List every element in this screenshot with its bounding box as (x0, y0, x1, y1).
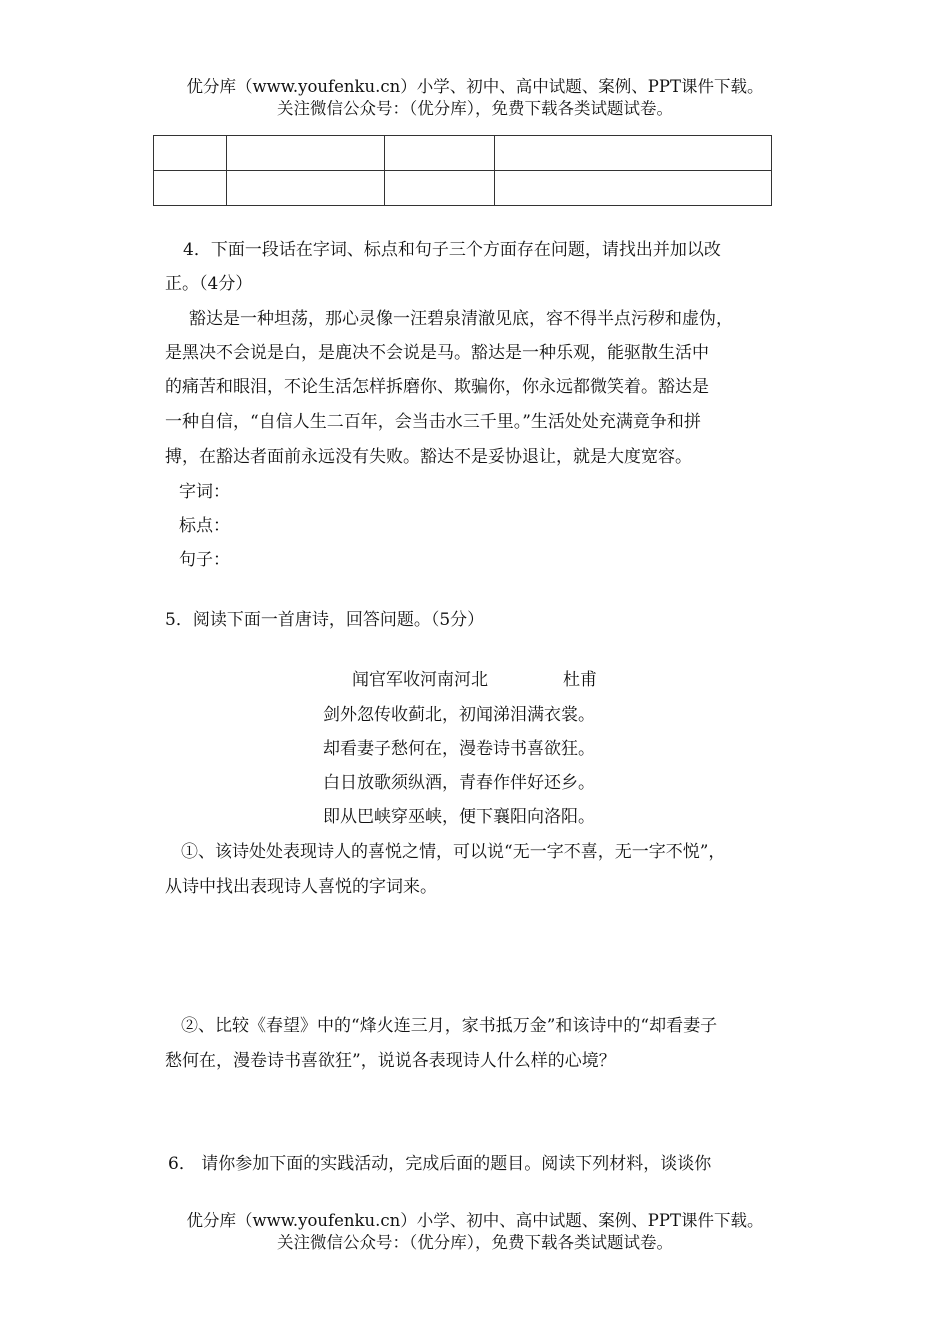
q4-passage-line-2: 是黑决不会说是白，是鹿决不会说是马。豁达是一种乐观，能驱散生活中 (165, 343, 709, 363)
table-cell (154, 171, 227, 206)
q4-passage-line-5: 搏，在豁达者面前永远没有失败。豁达不是妥协退让，就是大度宽容。 (165, 447, 692, 467)
table-cell (385, 136, 495, 171)
table-cell (227, 136, 385, 171)
header-line-1: 优分库（www.youfenku.cn）小学、初中、高中试题、案例、PPT课件下载。 (186, 77, 764, 96)
table-cell (154, 136, 227, 171)
q6-prompt: 6． 请你参加下面的实践活动，完成后面的题目。阅读下列材料，谈谈你 (168, 1154, 712, 1174)
table-row (154, 171, 772, 206)
table-cell (227, 171, 385, 206)
table-row (154, 136, 772, 171)
footer-line-1: 优分库（www.youfenku.cn）小学、初中、高中试题、案例、PPT课件下载。 (186, 1211, 764, 1230)
header-line-2: 关注微信公众号：（优分库），免费下载各类试题试卷。 (277, 99, 673, 118)
q4-passage-line-3: 的痛苦和眼泪，不论生活怎样拆磨你、欺骗你，你永远都微笑着。豁达是 (165, 377, 709, 397)
q4-label-sentence: 句子： (179, 550, 230, 570)
q4-label-words: 字词： (179, 482, 230, 502)
q5-sub1-line-2: 从诗中找出表现诗人喜悦的字词来。 (165, 877, 437, 897)
poem-line: 却看妻子愁何在，漫卷诗书喜欲狂。 (323, 739, 595, 759)
table-cell (385, 171, 495, 206)
q4-label-punctuation: 标点： (179, 516, 230, 536)
q4-passage-line-4: 一种自信，“自信人生二百年，会当击水三千里。”生活处处充满竟争和拼 (165, 412, 701, 432)
answer-table (153, 135, 772, 206)
q4-prompt-line-2: 正。（4分） (165, 274, 253, 294)
table-cell (495, 136, 772, 171)
poem-title: 闻官军收河南河北 (352, 670, 488, 690)
q5-sub1-line-1: ①、该诗处处表现诗人的喜悦之情，可以说“无一字不喜，无一字不悦”， (181, 842, 726, 862)
table-cell (495, 171, 772, 206)
q4-passage-line-1: 豁达是一种坦荡，那心灵像一汪碧泉清澈见底，容不得半点污秽和虚伪， (189, 309, 733, 329)
q5-sub2-line-1: ②、比较《春望》中的“烽火连三月，家书抵万金”和该诗中的“却看妻子 (181, 1016, 718, 1036)
poem-line: 即从巴峡穿巫峡，便下襄阳向洛阳。 (323, 807, 595, 827)
q5-sub2-line-2: 愁何在，漫卷诗书喜欲狂”，说说各表现诗人什么样的心境？ (165, 1051, 616, 1071)
poem-author: 杜甫 (563, 670, 597, 690)
poem-line: 剑外忽传收蓟北，初闻涕泪满衣裳。 (323, 705, 595, 725)
q4-prompt-line-1: 4．下面一段话在字词、标点和句子三个方面存在问题，请找出并加以改 (183, 240, 721, 260)
footer-line-2: 关注微信公众号：（优分库），免费下载各类试题试卷。 (277, 1233, 673, 1252)
poem-line: 白日放歌须纵酒，青春作伴好还乡。 (323, 773, 595, 793)
q5-prompt: 5．阅读下面一首唐诗，回答问题。（5分） (165, 610, 485, 630)
